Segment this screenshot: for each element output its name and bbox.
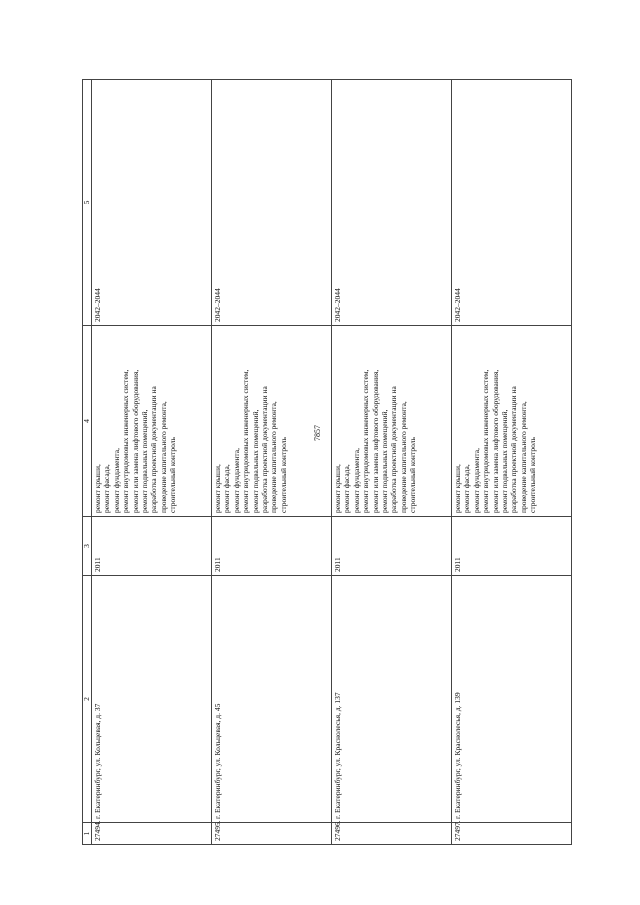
row-number: 27497. [452,823,572,845]
year-built: 2011 [92,517,212,576]
repair-works-list: ремонт крыши, ремонт фасада, ремонт фундамента, ремонт внутридомовых инженерных систем, ремонт или замена лифтового оборудования, ремонт подвальных помещений, разработка проектной документации на проведение капитального ремонта, строительный контроль [332,326,452,517]
repair-period: 2042–2044 [92,80,212,326]
repair-works-list: ремонт крыши, ремонт фасада, ремонт фундамента, ремонт внутридомовых инженерных систем, ремонт подвальных помещений, разработка проектной документации на проведение капитального ремонта, строительный контроль [212,326,332,517]
year-built: 2011 [212,517,332,576]
header-cell: 1 [83,823,92,845]
row-number: 27494. [92,823,212,845]
repair-works-list: ремонт крыши, ремонт фасада, ремонт фундамента, ремонт внутридомовых инженерных систем, ремонт или замена лифтового оборудования, ремонт подвальных помещений, разработка проектной документации на проведение капитального ремонта, строительный контроль [92,326,212,517]
rotated-table-container [82,80,578,845]
header-cell: 4 [83,326,92,517]
row-number: 27495. [212,823,332,845]
repair-period: 2042–2044 [452,80,572,326]
repair-period: 2042–2044 [212,80,332,326]
row-number: 27496. [332,823,452,845]
table-row [92,80,212,845]
header-cell: 2 [83,576,92,823]
repair-schedule-table [82,79,572,845]
table-row [452,80,572,845]
year-built: 2011 [332,517,452,576]
header-cell: 3 [83,517,92,576]
building-address: г. Екатеринбург, ул. Кольцевая, д. 37 [92,576,212,823]
building-address: г. Екатеринбург, ул. Кольцевая, д. 45 [212,576,332,823]
table-row [332,80,452,845]
year-built: 2011 [452,517,572,576]
header-cell: 5 [83,80,92,326]
table-row [212,80,332,845]
page-number: 7857 [313,425,322,441]
repair-period: 2042–2044 [332,80,452,326]
repair-works-list: ремонт крыши, ремонт фасада, ремонт фундамента, ремонт внутридомовых инженерных систем, ремонт или замена лифтового оборудования, ремонт подвальных помещений, разработка проектной документации на проведение капитального ремонта, строительный контроль [452,326,572,517]
building-address: г. Екатеринбург, ул. Краснолесья, д. 137 [332,576,452,823]
column-number-header-row [83,80,92,845]
building-address: г. Екатеринбург, ул. Краснолесья, д. 139 [452,576,572,823]
